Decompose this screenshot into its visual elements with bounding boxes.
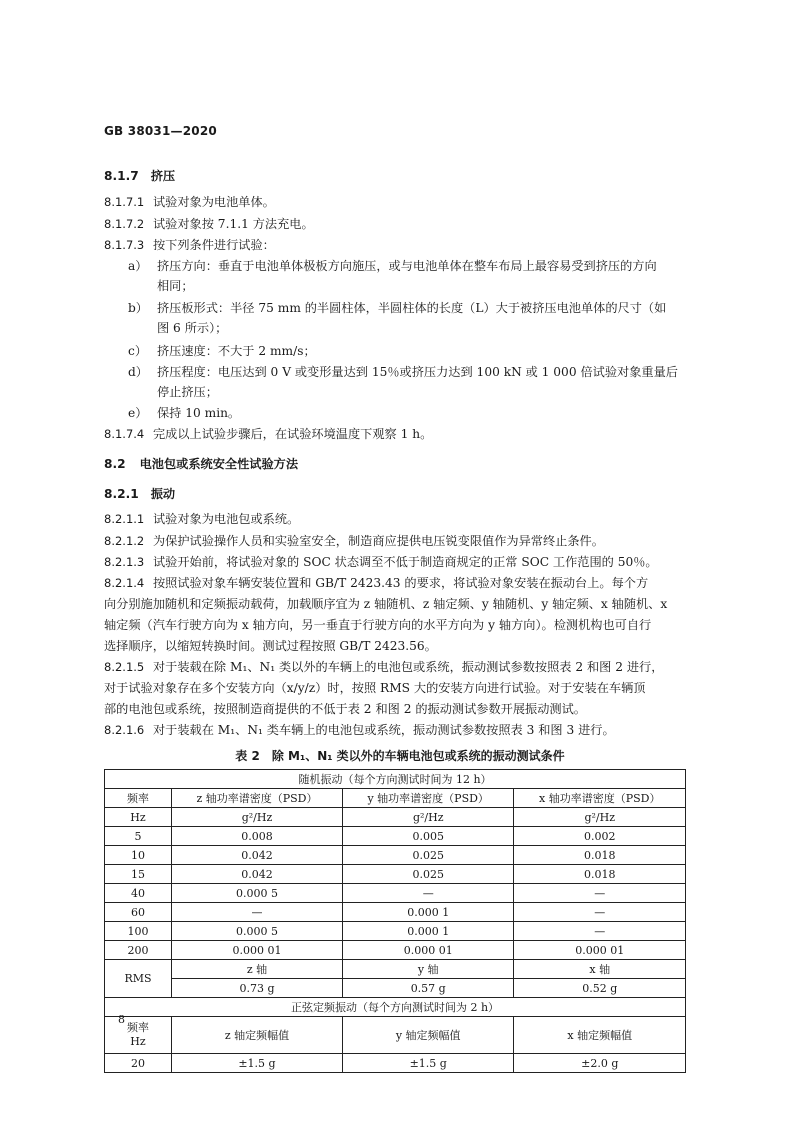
random-vibration-title: 随机振动（每个方向测试时间为 12 h） bbox=[105, 770, 686, 789]
x-psd-header: x 轴功率谱密度（PSD） bbox=[514, 789, 686, 808]
cell-z: 0.000 01 bbox=[172, 941, 343, 960]
clause-8-2-1-2 bbox=[104, 533, 604, 549]
table-row bbox=[105, 1054, 686, 1073]
clause-number: 8.2.1.1 bbox=[104, 512, 145, 526]
condition-b-label: b） bbox=[128, 301, 148, 315]
table-row bbox=[105, 941, 686, 960]
page-number: 8 bbox=[118, 1013, 125, 1026]
clause-8-2-1-4-line4: 选择顺序，以缩短转换时间。测试过程按照 GB/T 2423.56。 bbox=[104, 639, 437, 653]
psd-unit: g²/Hz bbox=[342, 808, 514, 827]
standard-number: GB 38031—2020 bbox=[104, 124, 217, 138]
cell-y: 0.005 bbox=[342, 827, 514, 846]
cell-frequency: 60 bbox=[105, 903, 172, 922]
sine-freq-header bbox=[105, 1017, 172, 1054]
clause-8-2-1-6 bbox=[104, 722, 615, 738]
section-8-2-heading bbox=[104, 456, 298, 472]
cell-frequency: 15 bbox=[105, 865, 172, 884]
condition-a-line1: 挤压方向：垂直于电池单体极板方向施压，或与电池单体在整车布局上最容易受到挤压的方向 bbox=[157, 259, 657, 273]
cell-x: 0.002 bbox=[514, 827, 686, 846]
sine-z-header: z 轴定频幅值 bbox=[172, 1017, 343, 1054]
condition-c-text: 挤压速度：不大于 2 mm/s； bbox=[157, 344, 316, 358]
rms-axis-y: y 轴 bbox=[342, 960, 514, 979]
cell-x: — bbox=[514, 884, 686, 903]
clause-8-2-1-1 bbox=[104, 511, 299, 527]
sine-freq-label: 频率 bbox=[127, 1021, 149, 1034]
cell-z: 0.000 5 bbox=[172, 922, 343, 941]
rms-axis-z: z 轴 bbox=[172, 960, 343, 979]
cell-y: 0.000 1 bbox=[342, 922, 514, 941]
clause-number: 8.1.7.2 bbox=[104, 217, 145, 231]
cell-frequency: 40 bbox=[105, 884, 172, 903]
clause-text: 按照试验对象车辆安装位置和 GB/T 2423.43 的要求，将试验对象安装在振动台上。每个方 bbox=[153, 576, 649, 590]
cell-frequency: 10 bbox=[105, 846, 172, 865]
cell-frequency: 5 bbox=[105, 827, 172, 846]
cell-z: 0.042 bbox=[172, 846, 343, 865]
cell-x: — bbox=[514, 922, 686, 941]
vibration-test-table bbox=[104, 769, 686, 1073]
clause-text: 试验对象为电池单体。 bbox=[153, 195, 275, 209]
cell-frequency: 20 bbox=[105, 1054, 172, 1073]
clause-number: 8.2.1.3 bbox=[104, 555, 145, 569]
clause-number: 8.1.7.1 bbox=[104, 195, 145, 209]
psd-unit: g²/Hz bbox=[172, 808, 343, 827]
clause-number: 8.2.1.5 bbox=[104, 660, 145, 674]
freq-unit: Hz bbox=[105, 808, 172, 827]
cell-x: 0.018 bbox=[514, 846, 686, 865]
table-2-caption: 表 2 除 M₁、N₁ 类以外的车辆电池包或系统的振动测试条件 bbox=[235, 749, 565, 763]
condition-e-label: e） bbox=[128, 406, 148, 420]
cell-y: — bbox=[342, 884, 514, 903]
cell-frequency: 200 bbox=[105, 941, 172, 960]
clause-text: 对于装载在除 M₁、N₁ 类以外的车辆上的电池包或系统，振动测试参数按照表 2 和图 2 进行， bbox=[153, 660, 664, 674]
y-psd-header: y 轴功率谱密度（PSD） bbox=[342, 789, 514, 808]
clause-text: 完成以上试验步骤后，在试验环境温度下观察 1 h。 bbox=[153, 427, 433, 441]
condition-b-line1: 挤压板形式：半径 75 mm 的半圆柱体，半圆柱体的长度（L）大于被挤压电池单体的尺寸（如 bbox=[157, 301, 667, 315]
psd-unit: g²/Hz bbox=[514, 808, 686, 827]
clause-8-2-1-3 bbox=[104, 554, 658, 570]
rms-axis-x: x 轴 bbox=[514, 960, 686, 979]
clause-8-2-1-4-line2: 向分别施加随机和定频振动载荷，加载顺序宜为 z 轴随机、z 轴定频、y 轴随机、y 轴定频、x 轴随机、x bbox=[104, 597, 668, 611]
cell-y: 0.000 1 bbox=[342, 903, 514, 922]
clause-8-2-1-5-line1 bbox=[104, 659, 663, 675]
table-row bbox=[105, 903, 686, 922]
cell-y: 0.000 01 bbox=[342, 941, 514, 960]
section-title: 电池包或系统安全性试验方法 bbox=[139, 457, 299, 471]
clause-text: 试验对象按 7.1.1 方法充电。 bbox=[153, 217, 314, 231]
cell-x: 0.000 01 bbox=[514, 941, 686, 960]
rms-value-x: 0.52 g bbox=[514, 979, 686, 998]
freq-header: 频率 bbox=[105, 789, 172, 808]
table-row bbox=[105, 865, 686, 884]
condition-a-label: a） bbox=[128, 259, 148, 273]
cell-z: 0.008 bbox=[172, 827, 343, 846]
condition-d-line1: 挤压程度：电压达到 0 V 或变形量达到 15％或挤压力达到 100 kN 或 1 000 倍试验对象重量后 bbox=[157, 365, 678, 379]
section-number: 8.2.1 bbox=[104, 487, 139, 501]
table-row bbox=[105, 884, 686, 903]
section-number: 8.2 bbox=[104, 457, 126, 471]
clause-text: 试验开始前，将试验对象的 SOC 状态调至不低于制造商规定的正常 SOC 工作范围的 50％。 bbox=[153, 555, 658, 569]
clause-text: 部的电池包或系统，按照制造商提供的不低于表 2 和图 2 的振动测试参数开展振动测试。 bbox=[104, 702, 586, 716]
section-8-2-1-heading bbox=[104, 486, 175, 502]
cell-frequency: 100 bbox=[105, 922, 172, 941]
rms-label: RMS bbox=[105, 960, 172, 998]
rms-value-z: 0.73 g bbox=[172, 979, 343, 998]
rms-value-y: 0.57 g bbox=[342, 979, 514, 998]
clause-number: 8.2.1.2 bbox=[104, 534, 145, 548]
section-8-1-7-heading bbox=[104, 168, 175, 184]
cell-z: — bbox=[172, 903, 343, 922]
clause-text: 试验对象为电池包或系统。 bbox=[153, 512, 300, 526]
condition-a-line2: 相同； bbox=[157, 279, 194, 293]
clause-8-1-7-2 bbox=[104, 216, 314, 232]
condition-d-line2: 停止挤压； bbox=[157, 385, 218, 399]
cell-y: 0.025 bbox=[342, 865, 514, 884]
clause-text: 对于装载在 M₁、N₁ 类车辆上的电池包或系统，振动测试参数按照表 3 和图 3 进行。 bbox=[153, 723, 615, 737]
condition-c-label: c） bbox=[128, 344, 148, 358]
section-number: 8.1.7 bbox=[104, 169, 139, 183]
cell-z: 0.000 5 bbox=[172, 884, 343, 903]
clause-number: 8.1.7.3 bbox=[104, 238, 145, 252]
section-title: 振动 bbox=[150, 487, 176, 501]
clause-8-2-1-4-line1 bbox=[104, 575, 648, 591]
cell-x: — bbox=[514, 903, 686, 922]
clause-8-1-7-3 bbox=[104, 237, 275, 253]
condition-e-text: 保持 10 min。 bbox=[157, 406, 241, 420]
table-row bbox=[105, 846, 686, 865]
cell-y: 0.025 bbox=[342, 846, 514, 865]
section-title: 挤压 bbox=[150, 169, 176, 183]
sine-y-header: y 轴定频幅值 bbox=[342, 1017, 514, 1054]
sine-x-header: x 轴定频幅值 bbox=[514, 1017, 686, 1054]
cell-z: 0.042 bbox=[172, 865, 343, 884]
cell-x: 0.018 bbox=[514, 865, 686, 884]
clause-text: 为保护试验操作人员和实验室安全，制造商应提供电压锐变限值作为异常终止条件。 bbox=[153, 534, 604, 548]
clause-8-1-7-4 bbox=[104, 426, 432, 442]
clause-number: 8.1.7.4 bbox=[104, 427, 145, 441]
table-row bbox=[105, 827, 686, 846]
clause-text: 按下列条件进行试验： bbox=[153, 238, 275, 252]
cell-y: ±1.5 g bbox=[342, 1054, 514, 1073]
cell-z: ±1.5 g bbox=[172, 1054, 343, 1073]
clause-number: 8.2.1.6 bbox=[104, 723, 145, 737]
clause-8-2-1-5-line3 bbox=[104, 701, 586, 717]
cell-x: ±2.0 g bbox=[514, 1054, 686, 1073]
sine-freq-unit: Hz bbox=[130, 1035, 146, 1048]
clause-number: 8.2.1.4 bbox=[104, 576, 145, 590]
condition-d-label: d） bbox=[128, 365, 148, 379]
table-row bbox=[105, 922, 686, 941]
sine-vibration-title: 正弦定频振动（每个方向测试时间为 2 h） bbox=[105, 998, 686, 1017]
clause-8-2-1-5-line2: 对于试验对象存在多个安装方向（x/y/z）时，按照 RMS 大的安装方向进行试验。对于安装在车辆顶 bbox=[104, 681, 646, 695]
clause-8-1-7-1 bbox=[104, 194, 275, 210]
clause-8-2-1-4-line3: 轴定频（汽车行驶方向为 x 轴方向，另一垂直于行驶方向的水平方向为 y 轴方向）。检测机构也可自行 bbox=[104, 618, 652, 632]
condition-b-line2: 图 6 所示）； bbox=[157, 321, 228, 335]
z-psd-header: z 轴功率谱密度（PSD） bbox=[172, 789, 343, 808]
